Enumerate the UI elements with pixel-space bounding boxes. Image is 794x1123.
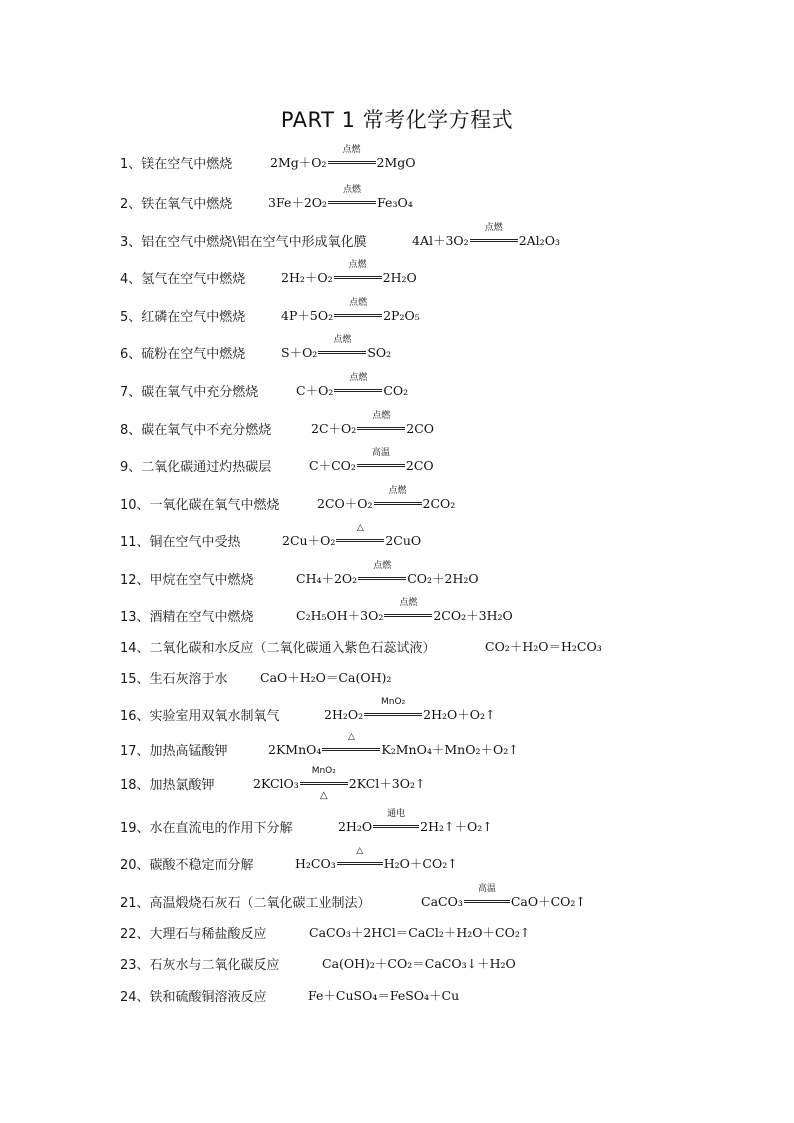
equation-reactants: C＋CO₂ — [309, 458, 356, 473]
equation-row — [120, 920, 531, 944]
equation-products: 2CuO — [385, 532, 422, 548]
equation-products: 2MgO — [376, 154, 416, 170]
equation-products: CO₂ — [383, 382, 409, 398]
chemical-equation — [295, 846, 458, 875]
equation-reactants: CaO＋H₂O＝Ca(OH)₂ — [260, 670, 392, 685]
condition-above: △ — [356, 523, 364, 533]
reaction-label: 20、碳酸不稳定而分解 — [120, 857, 254, 873]
condition-above: 点燃 — [388, 486, 407, 496]
double-line — [358, 577, 406, 580]
equation-reactants: CaCO₃ — [421, 893, 463, 909]
reaction-condition-arrow — [357, 411, 405, 440]
reaction-label: 21、高温煅烧石灰石（二氧化碳工业制法） — [120, 895, 371, 911]
equation-reactants: 4P＋5O₂ — [281, 308, 334, 323]
double-line — [337, 862, 383, 865]
equation-row — [120, 561, 479, 590]
condition-above: 点燃 — [349, 373, 368, 383]
reaction-label: 2、铁在氧气中燃烧 — [120, 196, 233, 212]
reaction-label: 3、铝在空气中燃烧\铝在空气中形成氧化膜 — [120, 234, 367, 250]
double-line — [334, 276, 382, 279]
reaction-condition-arrow — [328, 145, 376, 174]
equation-reactants: 2H₂O — [338, 818, 373, 834]
equation-products: 2CO₂ — [422, 495, 456, 511]
double-line — [328, 161, 376, 164]
equation-reactants: 2KMnO₄ — [268, 741, 322, 757]
double-line — [373, 825, 419, 828]
double-line — [357, 427, 405, 430]
equation-row — [120, 523, 422, 552]
chemical-equation — [311, 411, 435, 440]
equation-reactants: H₂CO₃ — [295, 855, 336, 871]
reaction-label: 6、硫粉在空气中燃烧 — [120, 346, 246, 362]
chemical-equation — [281, 335, 392, 364]
chemical-equation — [281, 260, 417, 289]
reaction-condition-arrow — [374, 486, 422, 515]
equation-products: 2H₂↑＋O₂↑ — [420, 819, 493, 834]
reaction-label: 8、碳在氧气中不充分燃烧 — [120, 422, 272, 438]
reaction-condition-arrow — [337, 846, 383, 875]
condition-above: 点燃 — [372, 411, 391, 421]
equation-row — [120, 634, 602, 658]
reaction-label: 24、铁和硫酸铜溶液反应 — [120, 989, 267, 1005]
equation-products: 2Al₂O₃ — [518, 232, 560, 248]
condition-above: 高温 — [477, 884, 496, 894]
condition-below: △ — [319, 790, 328, 801]
chemical-equation — [485, 634, 602, 658]
reaction-condition-arrow — [384, 598, 432, 627]
equation-row — [120, 448, 434, 477]
double-line — [374, 502, 422, 505]
chemical-equation — [309, 920, 530, 944]
equation-reactants: C₂H₅OH＋3O₂ — [296, 608, 384, 623]
double-line — [357, 464, 405, 467]
equation-row — [120, 598, 513, 627]
equation-row — [120, 223, 560, 252]
reaction-label: 5、红磷在空气中燃烧 — [120, 309, 246, 325]
double-line — [334, 389, 382, 392]
reaction-label: 7、碳在氧气中充分燃烧 — [120, 384, 259, 400]
reaction-label: 19、水在直流电的作用下分解 — [120, 820, 293, 836]
equation-products: 2H₂O＋O₂↑ — [423, 707, 496, 722]
equation-reactants: Ca(OH)₂＋CO₂＝CaCO₃↓＋H₂O — [322, 956, 516, 971]
chemical-equation — [268, 732, 519, 761]
equation-row — [120, 373, 409, 402]
equation-row — [120, 766, 426, 801]
equation-reactants: 2H₂O₂ — [324, 706, 364, 722]
equation-reactants: 2Mg＋O₂ — [270, 155, 327, 170]
equation-reactants: S＋O₂ — [281, 345, 318, 360]
double-line — [318, 351, 366, 354]
equation-products: 2CO — [406, 420, 435, 436]
reaction-label: 16、实验室用双氧水制氧气 — [120, 708, 280, 724]
chemical-equation — [421, 884, 586, 913]
chemical-equation — [308, 983, 459, 1007]
equation-row — [120, 809, 493, 838]
chemical-equation — [270, 145, 416, 174]
equation-products: 2KCl＋3O₂↑ — [348, 776, 426, 791]
reaction-condition-arrow — [336, 523, 384, 552]
double-line — [328, 201, 376, 204]
equation-products: 2CO — [405, 457, 434, 473]
equation-products: 2P₂O₅ — [383, 307, 420, 323]
equation-reactants: CaCO₃＋2HCl＝CaCl₂＋H₂O＋CO₂↑ — [309, 925, 531, 940]
reaction-condition-arrow — [318, 335, 366, 364]
equation-reactants: Fe＋CuSO₄＝FeSO₄＋Cu — [308, 988, 460, 1003]
equation-row — [120, 732, 519, 761]
equation-row — [120, 983, 460, 1007]
reaction-condition-arrow — [464, 884, 510, 913]
condition-above: 点燃 — [333, 335, 352, 345]
reaction-label: 10、一氧化碳在氧气中燃烧 — [120, 497, 280, 513]
page-title: PART 1 常考化学方程式 — [280, 108, 514, 132]
reaction-label: 4、氢气在空气中燃烧 — [120, 271, 246, 287]
reaction-label: 13、酒精在空气中燃烧 — [120, 609, 254, 625]
condition-above: 通电 — [387, 809, 406, 819]
chemical-equation — [268, 185, 413, 214]
chemical-equation — [296, 561, 479, 590]
equation-products: 2H₂O — [382, 269, 417, 285]
reaction-label: 22、大理石与稀盐酸反应 — [120, 926, 267, 942]
condition-above: 点燃 — [399, 598, 418, 608]
equation-row — [120, 335, 392, 364]
double-line — [470, 239, 518, 242]
condition-above: 点燃 — [484, 223, 503, 233]
reaction-condition-arrow — [328, 185, 376, 214]
chemical-equation — [324, 697, 496, 726]
equation-products: K₂MnO₄＋MnO₂＋O₂↑ — [381, 742, 519, 757]
chemical-equation — [253, 766, 426, 801]
equation-products: H₂O＋CO₂↑ — [383, 856, 458, 871]
condition-above: △ — [347, 732, 355, 742]
reaction-label: 17、加热高锰酸钾 — [120, 743, 228, 759]
chemical-equation — [296, 598, 513, 627]
reaction-label: 14、二氧化碳和水反应（二氧化碳通入紫色石蕊试液） — [120, 640, 436, 656]
reaction-condition-arrow — [334, 260, 382, 289]
double-line — [464, 900, 510, 903]
condition-above: MnO₂ — [381, 697, 406, 707]
equation-row — [120, 260, 417, 289]
reaction-condition-arrow — [358, 561, 406, 590]
chemical-equation — [317, 486, 456, 515]
equation-row — [120, 884, 586, 913]
equation-row — [120, 846, 458, 875]
reaction-label: 1、镁在空气中燃烧 — [120, 156, 233, 172]
equation-row — [120, 951, 516, 975]
equation-reactants: 2KClO₃ — [253, 775, 299, 791]
equation-reactants: 2CO＋O₂ — [317, 496, 373, 511]
equation-reactants: 4Al＋3O₂ — [412, 233, 469, 248]
reaction-label: 9、二氧化碳通过灼热碳层 — [120, 459, 272, 475]
condition-above: 点燃 — [343, 185, 362, 195]
chemical-equation — [338, 809, 493, 838]
condition-above: △ — [356, 846, 364, 856]
condition-above: 点燃 — [348, 260, 367, 270]
reaction-label: 11、铜在空气中受热 — [120, 534, 241, 550]
condition-above: 点燃 — [342, 145, 361, 155]
chemical-equation — [412, 223, 560, 252]
condition-above: MnO₂ — [311, 766, 336, 776]
chemical-equation — [281, 298, 420, 327]
chemical-equation — [296, 373, 409, 402]
double-line — [322, 748, 380, 751]
reaction-label: 15、生石灰溶于水 — [120, 671, 228, 687]
equation-reactants: 2Cu＋O₂ — [282, 533, 336, 548]
reaction-condition-arrow — [364, 697, 422, 726]
chemical-equation — [260, 665, 391, 689]
equation-row — [120, 411, 435, 440]
equation-row — [120, 486, 456, 515]
reaction-condition-arrow — [334, 298, 382, 327]
reaction-condition-arrow — [373, 809, 419, 838]
equation-row — [120, 185, 413, 214]
equation-row — [120, 298, 420, 327]
equation-products: Fe₃O₄ — [377, 194, 413, 210]
reaction-label: 12、甲烷在空气中燃烧 — [120, 572, 254, 588]
equation-products: CO₂＋2H₂O — [407, 571, 479, 586]
equation-reactants: 2H₂＋O₂ — [281, 270, 333, 285]
equation-row — [120, 145, 416, 174]
chemical-equation — [322, 951, 516, 975]
equation-products: 2CO₂＋3H₂O — [433, 608, 513, 623]
reaction-condition-arrow — [322, 732, 380, 761]
equation-reactants: 2C＋O₂ — [311, 421, 357, 436]
double-line — [334, 314, 382, 317]
reaction-condition-arrow — [300, 766, 348, 801]
equation-reactants: 3Fe＋2O₂ — [268, 195, 328, 210]
reaction-label: 23、石灰水与二氧化碳反应 — [120, 957, 280, 973]
double-line — [364, 713, 422, 716]
condition-above: 高温 — [371, 448, 390, 458]
reaction-condition-arrow — [357, 448, 405, 477]
reaction-condition-arrow — [334, 373, 382, 402]
chemical-equation — [309, 448, 434, 477]
chemical-equation — [282, 523, 422, 552]
equation-products: CaO＋CO₂↑ — [510, 894, 586, 909]
reaction-label: 18、加热氯酸钾 — [120, 777, 215, 793]
equation-products: SO₂ — [367, 344, 392, 360]
equation-reactants: CH₄＋2O₂ — [296, 571, 358, 586]
equation-reactants: C＋O₂ — [296, 383, 334, 398]
equation-row — [120, 697, 496, 726]
double-line — [300, 782, 348, 785]
condition-above: 点燃 — [349, 298, 368, 308]
double-line — [384, 614, 432, 617]
equation-reactants: CO₂＋H₂O＝H₂CO₃ — [485, 639, 602, 654]
equation-row — [120, 665, 392, 689]
double-line — [336, 539, 384, 542]
reaction-condition-arrow — [470, 223, 518, 252]
condition-above: 点燃 — [373, 561, 392, 571]
